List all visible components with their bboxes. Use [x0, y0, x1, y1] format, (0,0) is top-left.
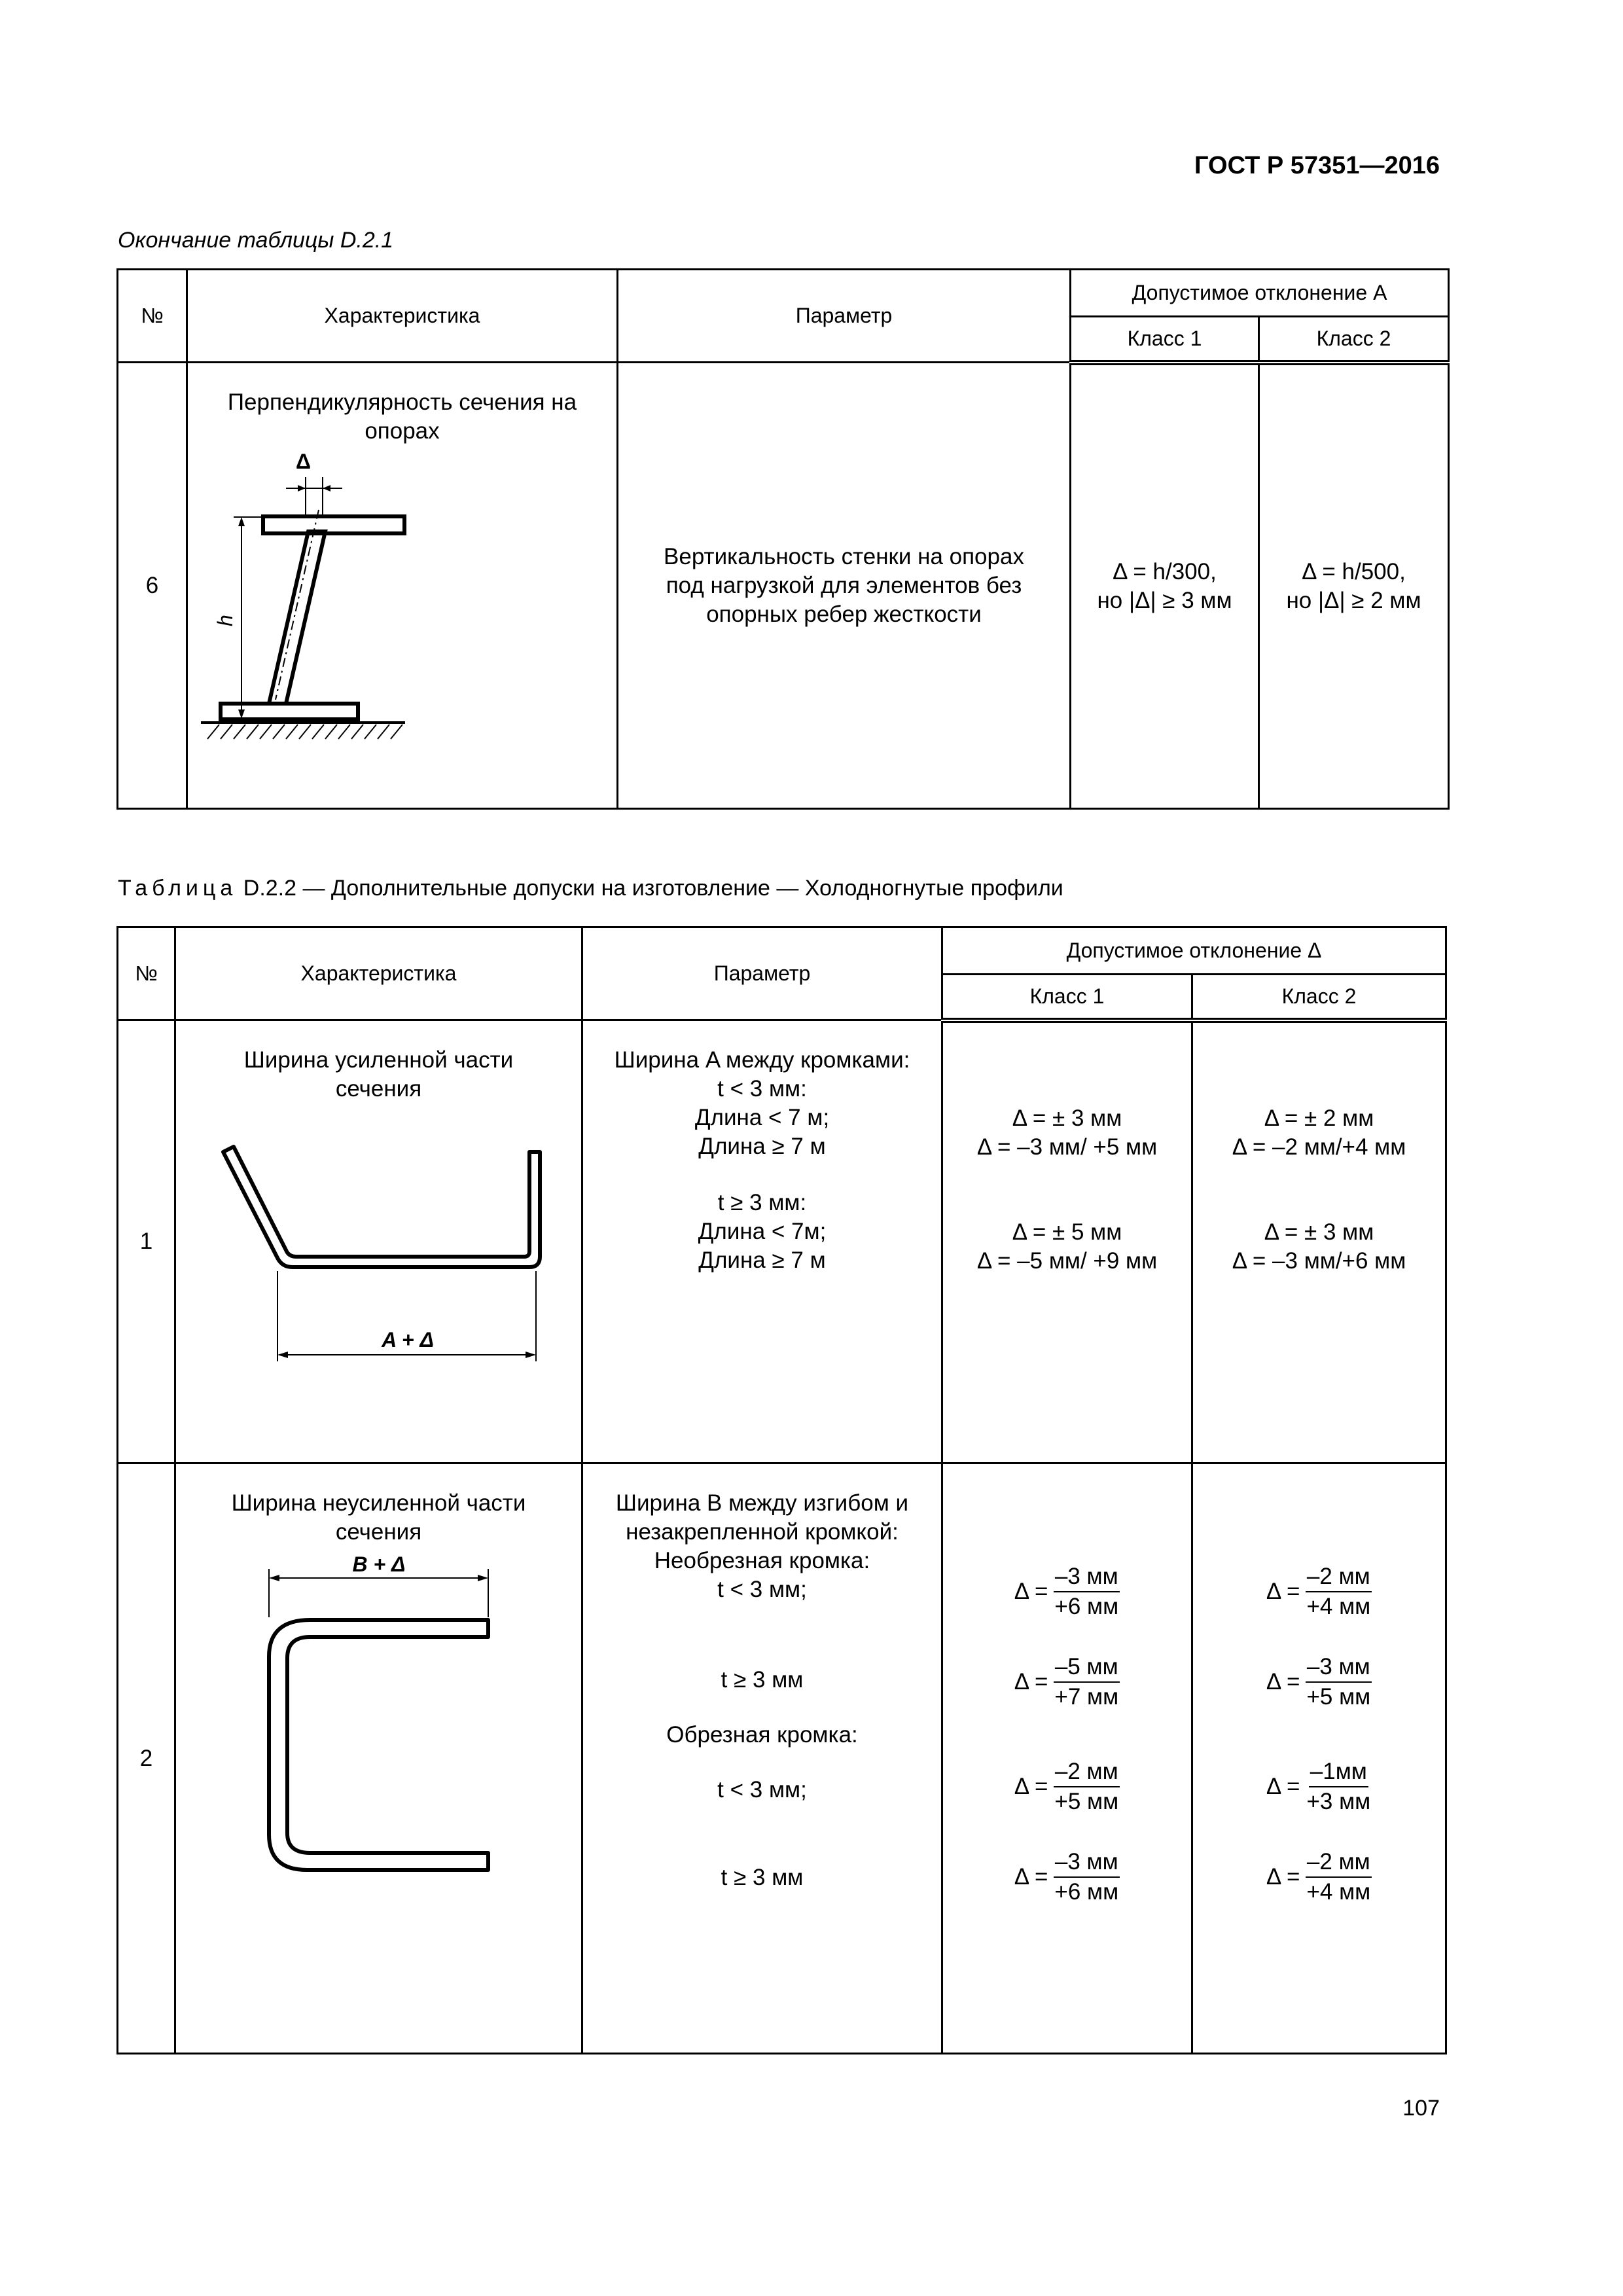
deviation-fraction: Δ = $\frac{-2 мм}{+4 мм}$: [1266, 1564, 1371, 1619]
header-num: №: [118, 270, 187, 363]
header-parameter: Параметр: [618, 270, 1071, 363]
header-characteristic: Характеристика: [175, 927, 582, 1020]
characteristic-text: Ширина усиленной части сечения: [243, 1047, 514, 1102]
header-deviation: Допустимое отклонение Δ: [942, 927, 1446, 975]
class2-cell: [1192, 1020, 1446, 1463]
class1-d: Δ = –5 мм/ +9 мм: [976, 1247, 1158, 1274]
header-parameter: Параметр: [582, 927, 942, 1020]
class2-line1: Δ = h/500,: [1302, 558, 1406, 584]
header-class1: Класс 1: [1071, 317, 1259, 363]
row-number: 2: [118, 1463, 175, 2054]
header-class2: Класс 2: [1259, 317, 1449, 363]
param-t2-b: Длина ≥ 7 м: [698, 1247, 826, 1273]
class1-line1: Δ = h/300,: [1113, 558, 1217, 584]
deviation-fraction: Δ = $\frac{-5 мм}{+7 мм}$: [1014, 1654, 1119, 1710]
reinforced-section-diagram: [176, 1100, 582, 1388]
class1-a: Δ = ± 3 мм: [1012, 1105, 1122, 1131]
header-deviation: Допустимое отклонение A: [1071, 270, 1449, 317]
class2-cell: [1192, 1463, 1446, 2054]
param-b: t ≥ 3 мм: [721, 1667, 804, 1693]
caption-prefix: Таблица: [118, 876, 238, 901]
h-label: h: [213, 615, 237, 626]
characteristic-text: Перпендикулярность сечения на опорах: [227, 389, 577, 444]
param-t2-a: Длина < 7м;: [698, 1219, 827, 1244]
table-d22: [116, 926, 1447, 2054]
parameter-cell: Вертикальность стенки на опорах под нагрузкой для элементов без опорных ребер жесткости: [618, 363, 1071, 809]
deviation-fraction: Δ = $\frac{-2 мм}{+4 мм}$: [1266, 1849, 1371, 1905]
table-continuation-caption: Окончание таблицы D.2.1: [118, 228, 394, 253]
class1-cell: [942, 1463, 1192, 2054]
param-t1-b: Длина ≥ 7 м: [698, 1134, 826, 1159]
characteristic-text: Ширина неусиленной части сечения: [231, 1490, 526, 1545]
class1-c: Δ = ± 5 мм: [1012, 1219, 1122, 1245]
param-t2: t ≥ 3 мм:: [717, 1190, 807, 1215]
row-number: 1: [118, 1020, 175, 1463]
param-title: Ширина B между изгибом и незакрепленной кромкой:: [615, 1490, 909, 1545]
deviation-fraction: Δ = $\frac{-3 мм}{+6 мм}$: [1014, 1564, 1119, 1619]
characteristic-cell: [187, 363, 618, 809]
deviation-fraction: Δ = $\frac{-3 мм}{+5 мм}$: [1266, 1654, 1371, 1710]
class1-line2: но |Δ| ≥ 3 мм: [1097, 587, 1232, 613]
characteristic-cell: [175, 1463, 582, 2054]
a-delta-label: A + Δ: [382, 1328, 434, 1352]
page-number: 107: [1402, 2096, 1440, 2121]
deviation-fraction: Δ = $\frac{-1мм}{+3 мм}$: [1266, 1759, 1371, 1814]
class2-b: Δ = –2 мм/+4 мм: [1232, 1134, 1406, 1160]
param-t1: t < 3 мм:: [717, 1076, 807, 1102]
header-characteristic: Характеристика: [187, 270, 618, 363]
header-num: №: [118, 927, 175, 1020]
header-class2: Класс 2: [1192, 975, 1446, 1020]
table-d21: [116, 268, 1450, 810]
caption-text: D.2.2 — Дополнительные допуски на изготовление — Холодногнутые профили: [243, 876, 1063, 901]
deviation-fraction: Δ = $\frac{-2 мм}{+5 мм}$: [1014, 1759, 1119, 1814]
class2-a: Δ = ± 2 мм: [1264, 1105, 1374, 1131]
class2-line2: но |Δ| ≥ 2 мм: [1286, 587, 1421, 613]
delta-label: Δ: [296, 450, 311, 473]
param-a: t < 3 мм;: [717, 1577, 807, 1602]
param-c: t < 3 мм;: [717, 1777, 807, 1803]
parameter-cell: [582, 1020, 942, 1463]
table-d22-caption: [118, 876, 1063, 901]
document-code: ГОСТ Р 57351—2016: [1194, 152, 1440, 179]
param-title: Ширина A между кромками:: [614, 1047, 910, 1073]
b-delta-label: B + Δ: [352, 1552, 406, 1576]
header-class1: Класс 1: [942, 975, 1192, 1020]
class1-b: Δ = –3 мм/ +5 мм: [976, 1134, 1158, 1160]
perpendicularity-diagram: [188, 433, 613, 786]
param-t1-a: Длина < 7 м;: [694, 1105, 830, 1130]
class1-cell: [942, 1020, 1192, 1463]
param-d: t ≥ 3 мм: [721, 1865, 804, 1890]
class2-c: Δ = ± 3 мм: [1264, 1219, 1374, 1245]
class2-d: Δ = –3 мм/+6 мм: [1232, 1247, 1406, 1274]
class2-cell: [1259, 363, 1449, 809]
deviation-fraction: Δ = $\frac{-3 мм}{+6 мм}$: [1014, 1849, 1119, 1905]
param-cut: Обрезная кромка:: [666, 1722, 858, 1748]
row-number: 6: [118, 363, 187, 809]
unreinforced-section-diagram: [176, 1545, 582, 1912]
param-uncut: Необрезная кромка:: [654, 1548, 870, 1573]
parameter-cell: [582, 1463, 942, 2054]
class1-cell: [1071, 363, 1259, 809]
characteristic-cell: [175, 1020, 582, 1463]
